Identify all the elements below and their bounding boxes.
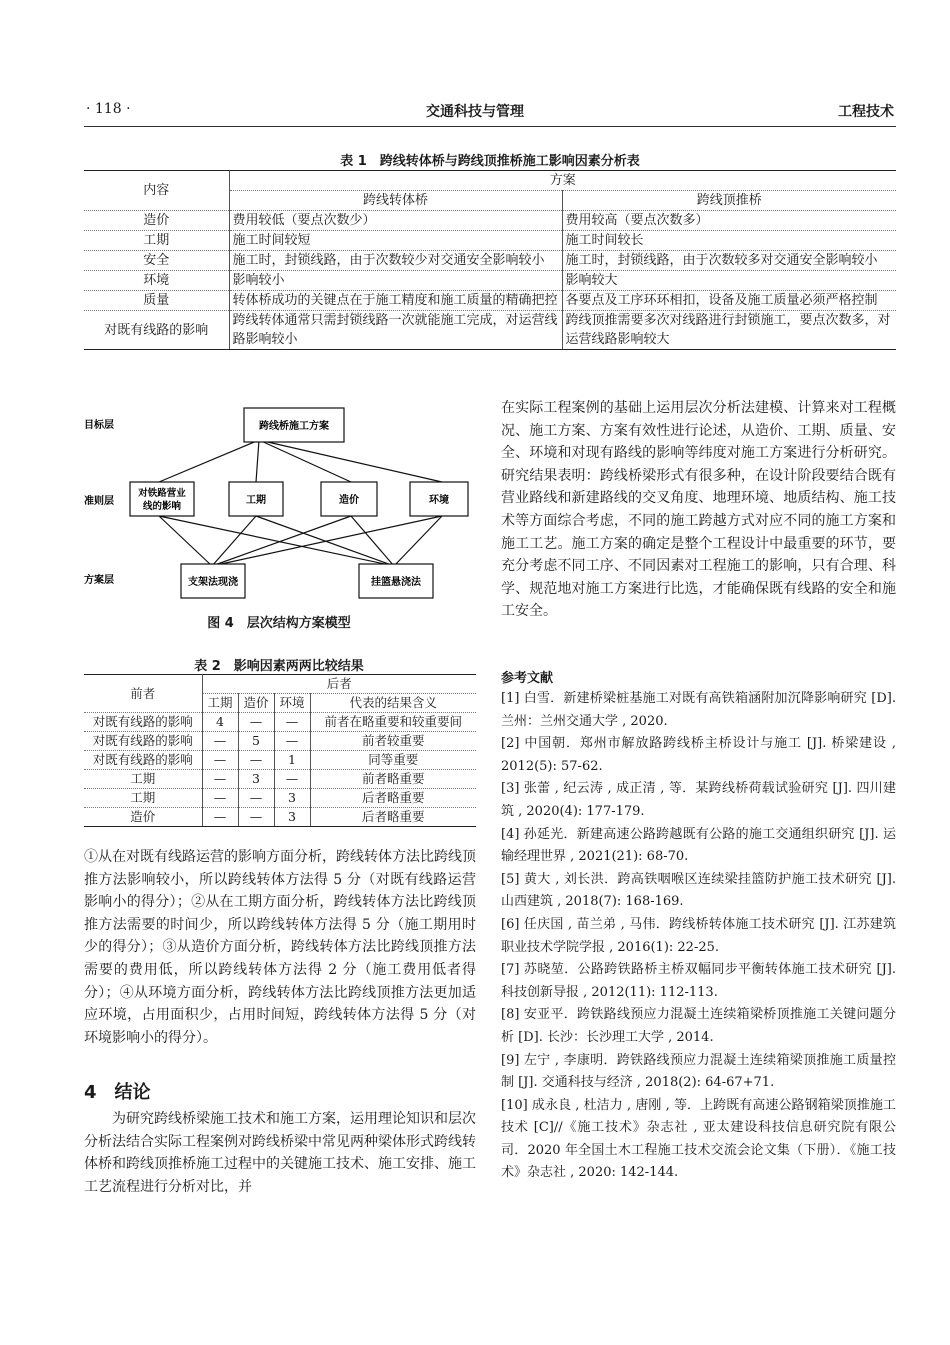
table1-cell: 施工时间较长 [562,231,896,251]
figure4-caption: 图 4 层次结构方案模型 [207,616,351,631]
table2-cell: — [274,770,310,789]
table2-meaning: 前者在略重要和较重要间 [310,713,476,732]
table-row [84,271,896,291]
table1-row-label: 对既有线路的影响 [84,311,229,350]
table2-row-label: 对既有线路的影响 [84,732,202,751]
table2-meaning: 前者较重要 [310,732,476,751]
table2-subheader: 环境 [274,694,310,713]
goal-box-label: 跨线桥施工方案 [259,421,329,432]
table1-cell: 施工时，封锁线路，由于次数较少对交通安全影响较小 [229,251,562,271]
table2 [84,674,476,827]
table2-meaning: 前者略重要 [310,770,476,789]
table2-cell: 3 [274,808,310,827]
reference-list [501,688,896,1185]
table1-header-content: 内容 [84,171,229,211]
table2-row-label: 工期 [84,770,202,789]
table-row [84,311,896,350]
table2-subheader: 造价 [238,694,274,713]
table2-row-label: 对既有线路的影响 [84,713,202,732]
reference-item: [3] 张蕾 , 纪云涛 , 成正清 , 等．某跨线桥荷载试验研究 [J]. 四川建筑 , 2020(4): 177-179. [501,781,896,819]
table-row [84,713,476,732]
section-label: 工程技术 [838,104,894,120]
hierarchy-diagram [84,398,476,610]
table-row [84,808,476,827]
criteria-1-line1: 对铁路营业 [138,488,186,499]
table2-cell: 5 [238,732,274,751]
table1-cell: 影响较小 [229,271,562,291]
reference-item: [7] 苏晓堃．公路跨铁路桥主桥双幅同步平衡转体施工技术研究 [J]. 科技创新导报 , 2012(11): 112-113. [501,962,896,1000]
table1-row-label: 造价 [84,211,229,231]
table2-meaning: 后者略重要 [310,808,476,827]
table1-cell: 跨线顶推需要多次对线路进行封锁施工，要点次数多，对运营线路影响较大 [562,311,896,350]
table2-cell: — [202,751,238,770]
table1-caption: 表 1 跨线转体桥与跨线顶推桥施工影响因素分析表 [340,154,640,169]
plan-1-label: 支架法现浇 [188,577,238,588]
table-row [84,770,476,789]
reference-item: [10] 成永良 , 杜洁力 , 唐刚 , 等．上跨既有高速公路钢箱梁顶推施工技术 [C]//《施工技术》杂志社 , 亚太建设科技信息研究院有限公司．2020 年全国土木工程施工技术交流会论文集（下册）．《施工技术》杂志社 , 2020: 142-144. [501,1097,896,1181]
table2-cell: — [238,751,274,770]
layer-criteria-label: 准则层 [84,496,114,507]
conclusion-continued-paragraph: 在实际工程案例的基础上运用层次分析法建模、计算来对工程概况、施工方案、方案有效性进行论述，从造价、工期、质量、安全、环境和对现有路线的影响等纬度对施工方案进行分析研究。研究结果表明：跨线桥梁形式有很多种，在设计阶段要结合既有营业路线和新建路线的交叉角度、地理环境、地质结构、施工技术等方面综合考虑，不同的施工跨越方式对应不同的施工方案和施工工艺。施工方案的确定是整个工程设计中最重要的环节，要充分考虑不同工序、不同因素对工程施工的影响，只有合理、科学、规范地对施工方案进行比选，才能确保既有线路的安全和施工安全。 [501,400,896,620]
journal-title: 交通科技与管理 [426,104,524,120]
analysis-paragraph: ①从在对既有线路运营的影响方面分析，跨线转体方法比跨线顶推方法影响较小，所以跨线转体方法得 5 分（对既有线路运营影响小的得分）；②从在工期方面分析，跨线转体方法比跨线顶推方法需要的时间少，所以跨线转体方法得 5 分（施工期用时少的得分）；③从造价方面分析，跨线转体方法比跨线顶推方法需要的费用低，所以跨线转体方法得 2 分（施工费用低者得分）；④从环境方面分析，跨线转体方法比跨线顶推方法更加适应环境，占用面积少，占用时间短，跨线转体方法得 5 分（对环境影响小的得分）。 [84,849,476,1046]
table2-caption: 表 2 影响因素两两比较结果 [194,659,364,674]
table1 [84,170,896,350]
reference-item: [1] 白雪．新建桥梁桩基施工对既有高铁箱涵附加沉降影响研究 [D]. 兰州：兰州交通大学 , 2020. [501,691,896,729]
connection-lines [159,440,442,566]
reference-item: [4] 孙延光．新建高速公路跨越既有公路的施工交通组织研究 [J]. 运输经理世界 , 2021(21): 68-70. [501,826,896,865]
table2-cell: — [274,732,310,751]
table1-cell: 施工时间较短 [229,231,562,251]
reference-item: [6] 任庆国 , 苗兰弟 , 马伟．跨线桥转体施工技术研究 [J]. 江苏建筑职业技术学院学报 , 2016(1): 22-25. [501,916,896,955]
table1-col-a: 跨线转体桥 [229,191,562,211]
table-row [84,732,476,751]
layer-plan-label: 方案层 [84,575,114,586]
table1-header-plan: 方案 [229,171,896,191]
table2-meaning: 后者略重要 [310,789,476,808]
reference-item: [9] 左宁 , 李康明．跨铁路线预应力混凝土连续箱梁顶推施工质量控制 [J]. 交通科技与经济 , 2018(2): 64-67+71. [501,1052,896,1091]
table1-row-label: 质量 [84,291,229,311]
layer-goal-label: 目标层 [84,420,114,431]
reference-item: [5] 黄大 , 刘长洪．跨高铁咽喉区连续梁挂篮防护施工技术研究 [J]. 山西建筑 , 2018(7): 168-169. [501,871,896,910]
table2-row-label: 对既有线路的影响 [84,751,202,770]
table2-cell: — [202,770,238,789]
table2-cell: 3 [238,770,274,789]
table2-row-label: 造价 [84,808,202,827]
table-row [84,251,896,271]
table1-cell: 各要点及工序环环相扣，设备及施工质量必须严格控制 [562,291,896,311]
criteria-2-label: 工期 [246,495,266,506]
table2-cell: 1 [274,751,310,770]
table2-cell: — [202,789,238,808]
table2-cell: 4 [202,713,238,732]
table-row [84,231,896,251]
header-rule [84,126,896,127]
table1-row-label: 环境 [84,271,229,291]
table2-cell: — [238,713,274,732]
section-heading: 4 结论 [84,1082,151,1103]
table1-cell: 影响较大 [562,271,896,291]
table2-cell: — [274,713,310,732]
table1-row-label: 安全 [84,251,229,271]
table-row [84,789,476,808]
table1-cell: 施工时，封锁线路，由于次数较多对交通安全影响较小 [562,251,896,271]
table1-cell: 跨线转体通常只需封锁线路一次就能施工完成，对运营线路影响较小 [229,311,562,350]
table2-cell: — [238,789,274,808]
table2-subheader: 代表的结果含义 [310,694,476,713]
table2-cell: — [238,808,274,827]
table2-cell: — [202,808,238,827]
table1-row-label: 工期 [84,231,229,251]
conclusion-paragraph: 为研究跨线桥梁施工技术和施工方案，运用理论知识和层次分析法结合实际工程案例对跨线桥梁中常见两种梁体形式跨线转体桥和跨线顶推桥施工过程中的关键施工技术、施工安排、施工工艺流程进行分析对比，并 [84,1111,476,1195]
table2-cell: 3 [274,789,310,808]
criteria-4-label: 环境 [429,495,449,506]
table2-header-front: 前者 [84,675,202,713]
table-row [84,751,476,770]
table2-meaning: 同等重要 [310,751,476,770]
reference-item: [2] 中国朝．郑州市解放路跨线桥主桥设计与施工 [J]. 桥梁建设 , 2012(5): 57-62. [501,736,896,774]
table2-subheader: 工期 [202,694,238,713]
reference-item: [8] 安亚平．跨铁路线预应力混凝土连续箱梁桥顶推施工关键问题分析 [D]. 长沙：长沙理工大学 , 2014. [501,1007,896,1045]
table1-cell: 费用较低（要点次数少） [229,211,562,231]
table-row [84,291,896,311]
table1-cell: 转体桥成功的关键点在于施工精度和施工质量的精确把控 [229,291,562,311]
table-row [84,211,896,231]
criteria-3-label: 造价 [339,495,359,506]
references-heading: 参考文献 [501,671,554,686]
table1-cell: 费用较高（要点次数多） [562,211,896,231]
table2-row-label: 工期 [84,789,202,808]
plan-2-label: 挂篮悬浇法 [371,577,421,588]
criteria-1-line2: 线的影响 [142,501,182,512]
table2-cell: — [202,732,238,751]
page-number: · 118 · [86,101,131,117]
table2-header-back: 后者 [202,675,476,694]
table1-col-b: 跨线顶推桥 [562,191,896,211]
